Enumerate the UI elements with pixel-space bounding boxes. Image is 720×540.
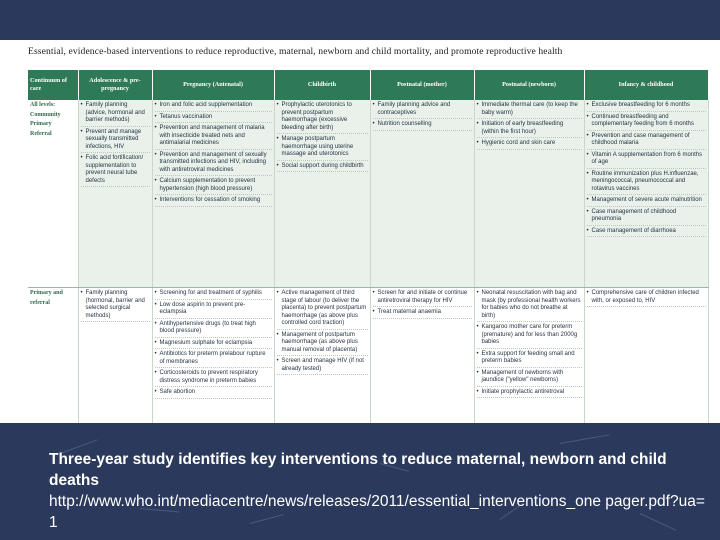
table-cell	[78, 288, 152, 424]
care-level-label: referral	[30, 299, 50, 306]
care-level-label: All levels:	[30, 102, 56, 108]
document-title: Essential, evidence-based interventions to reduce reproductive, maternal, newborn and child mortality, and promote reproductive health	[28, 46, 563, 57]
intervention-item: • Hygienic cord and skin care	[477, 140, 582, 150]
column-header: Postnatal (newborn)	[474, 70, 584, 100]
table-cell	[474, 100, 584, 288]
table-cell	[152, 100, 274, 288]
intervention-item: • Active management of third stage of labour (to deliver the placenta) to prevent postpartum haemorrhage (as above plus controlled cord traction)	[277, 290, 368, 330]
intervention-item: • Family planning advice and contraceptives	[373, 102, 472, 119]
intervention-item: • Screen for and initiate or continue antiretroviral therapy for HIV	[373, 290, 472, 307]
intervention-item: • Exclusive breastfeeding for 6 months	[587, 102, 706, 112]
document-image	[0, 40, 720, 423]
intervention-item: • Screening for and treatment of syphilis	[155, 290, 272, 300]
table-header-row	[28, 70, 708, 100]
slide-top-band	[0, 0, 720, 40]
intervention-item: • Continued breastfeeding and complementary feeding from 6 months	[587, 114, 706, 131]
table-cell	[152, 288, 274, 424]
column-header: Infancy & childhood	[584, 70, 708, 100]
table-row	[28, 288, 708, 424]
column-header: Postnatal (mother)	[370, 70, 474, 100]
caption-panel	[0, 423, 720, 540]
intervention-item: • Routine immunization plus H.influenzae, meningococcal, pneumococcal and rotavirus vaccines	[587, 171, 706, 196]
column-header: Pregnancy (Antenatal)	[152, 70, 274, 100]
intervention-item: • Social support during childbirth	[277, 163, 368, 173]
intervention-item: • Iron and folic acid supplementation	[155, 102, 272, 112]
intervention-item: • Magnesium sulphate for eclampsia	[155, 340, 272, 350]
intervention-item: • Antibiotics for preterm prelabour rupture of membranes	[155, 351, 272, 368]
intervention-item: • Prevention and management of malaria with insecticide treated nets and antimalarial medicines	[155, 125, 272, 150]
table-row	[28, 100, 708, 288]
intervention-item: • Low dose aspirin to prevent pre-eclampsia	[155, 302, 272, 319]
intervention-item: • Case management of childhood pneumonia	[587, 209, 706, 226]
decorative-stroke	[560, 434, 609, 444]
intervention-item: • Kangaroo mother care for preterm (premature) and for less than 2000g babies	[477, 324, 582, 349]
table-cell	[274, 100, 370, 288]
column-header: Adolescence & pre-pregnancy	[78, 70, 152, 100]
intervention-item: • Nutrition counselling	[373, 121, 472, 131]
table-cell	[584, 288, 708, 424]
intervention-item: • Management of severe acute malnutrition	[587, 197, 706, 207]
intervention-item: • Calcium supplementation to prevent hypertension (high blood pressure)	[155, 178, 272, 195]
interventions-table	[28, 70, 709, 423]
intervention-item: • Screen and manage HIV (if not already tested)	[277, 358, 368, 375]
table-cell	[274, 288, 370, 424]
caption-url[interactable]: http://www.who.int/mediacentre/news/releases/2011/essential_interventions_one pager.pdf?ua=1	[49, 493, 705, 531]
table-cell	[370, 288, 474, 424]
table-cell	[584, 100, 708, 288]
caption-title: Three-year study identifies key interventions to reduce maternal, newborn and child deaths	[49, 451, 667, 489]
intervention-item: • Folic acid fortification/ supplementation to prevent neural tube defects	[81, 155, 150, 187]
care-level-label: Community	[30, 111, 61, 118]
care-level-label: Primary and	[30, 290, 63, 296]
care-level-cell	[28, 100, 78, 288]
intervention-item: • Prophylactic uterotonics to prevent postpartum haemorrhage (excessive bleeding after birth)	[277, 102, 368, 134]
care-level-cell	[28, 288, 78, 424]
intervention-item: • Safe abortion	[155, 389, 272, 399]
intervention-item: • Prevention and case management of childhood malaria	[587, 133, 706, 150]
intervention-item: • Family planning (hormonal, barrier and selected surgical methods)	[81, 290, 150, 322]
care-level-label: Primary	[30, 121, 52, 127]
intervention-item: • Management of postpartum haemorrhage (as above plus manual removal of placenta)	[277, 332, 368, 357]
intervention-item: • Immediate thermal care (to keep the baby warm)	[477, 102, 582, 119]
intervention-item: • Prevention and management of sexually transmitted infections and HIV, including with antiretroviral medicines	[155, 152, 272, 177]
intervention-item: • Comprehensive care of children infected with, or exposed to, HIV	[587, 290, 706, 307]
intervention-item: • Extra support for feeding small and preterm babies	[477, 351, 582, 368]
intervention-item: • Case management of diarrhoea	[587, 228, 706, 238]
intervention-item: • Tetanus vaccination	[155, 114, 272, 124]
care-level-label: Referral	[30, 130, 52, 137]
intervention-item: • Initiate prophylactic antiretroval	[477, 389, 582, 399]
intervention-item: • Treat maternal anaemia	[373, 309, 472, 319]
table-cell	[78, 100, 152, 288]
intervention-item: • Management of newborns with jaundice ("yellow" newborns)	[477, 370, 582, 387]
intervention-item: • Vitamin A supplementation from 6 months of age	[587, 152, 706, 169]
intervention-item: • Prevent and manage sexually transmitted infections, HIV	[81, 129, 150, 154]
intervention-item: • Neonatal resuscitation with bag and mask (by professional health workers for babies who do not breathe at birth)	[477, 290, 582, 322]
intervention-item: • Initiation of early breastfeeding (within the first hour)	[477, 121, 582, 138]
column-header: Childbirth	[274, 70, 370, 100]
intervention-item: • Corticosteroids to prevent respiratory distress syndrome in preterm babies	[155, 370, 272, 387]
intervention-item: • Manage postpartum haemorrhage using uterine massage and uterotonics	[277, 136, 368, 161]
intervention-item: • Antihypertensive drugs (to treat high blood pressure)	[155, 321, 272, 338]
table-cell	[474, 288, 584, 424]
table-cell	[370, 100, 474, 288]
column-header: Continuum of care	[28, 70, 78, 100]
intervention-item: • Family planning (advice, hormonal and barrier methods)	[81, 102, 150, 127]
intervention-item: • Interventions for cessation of smoking	[155, 197, 272, 207]
